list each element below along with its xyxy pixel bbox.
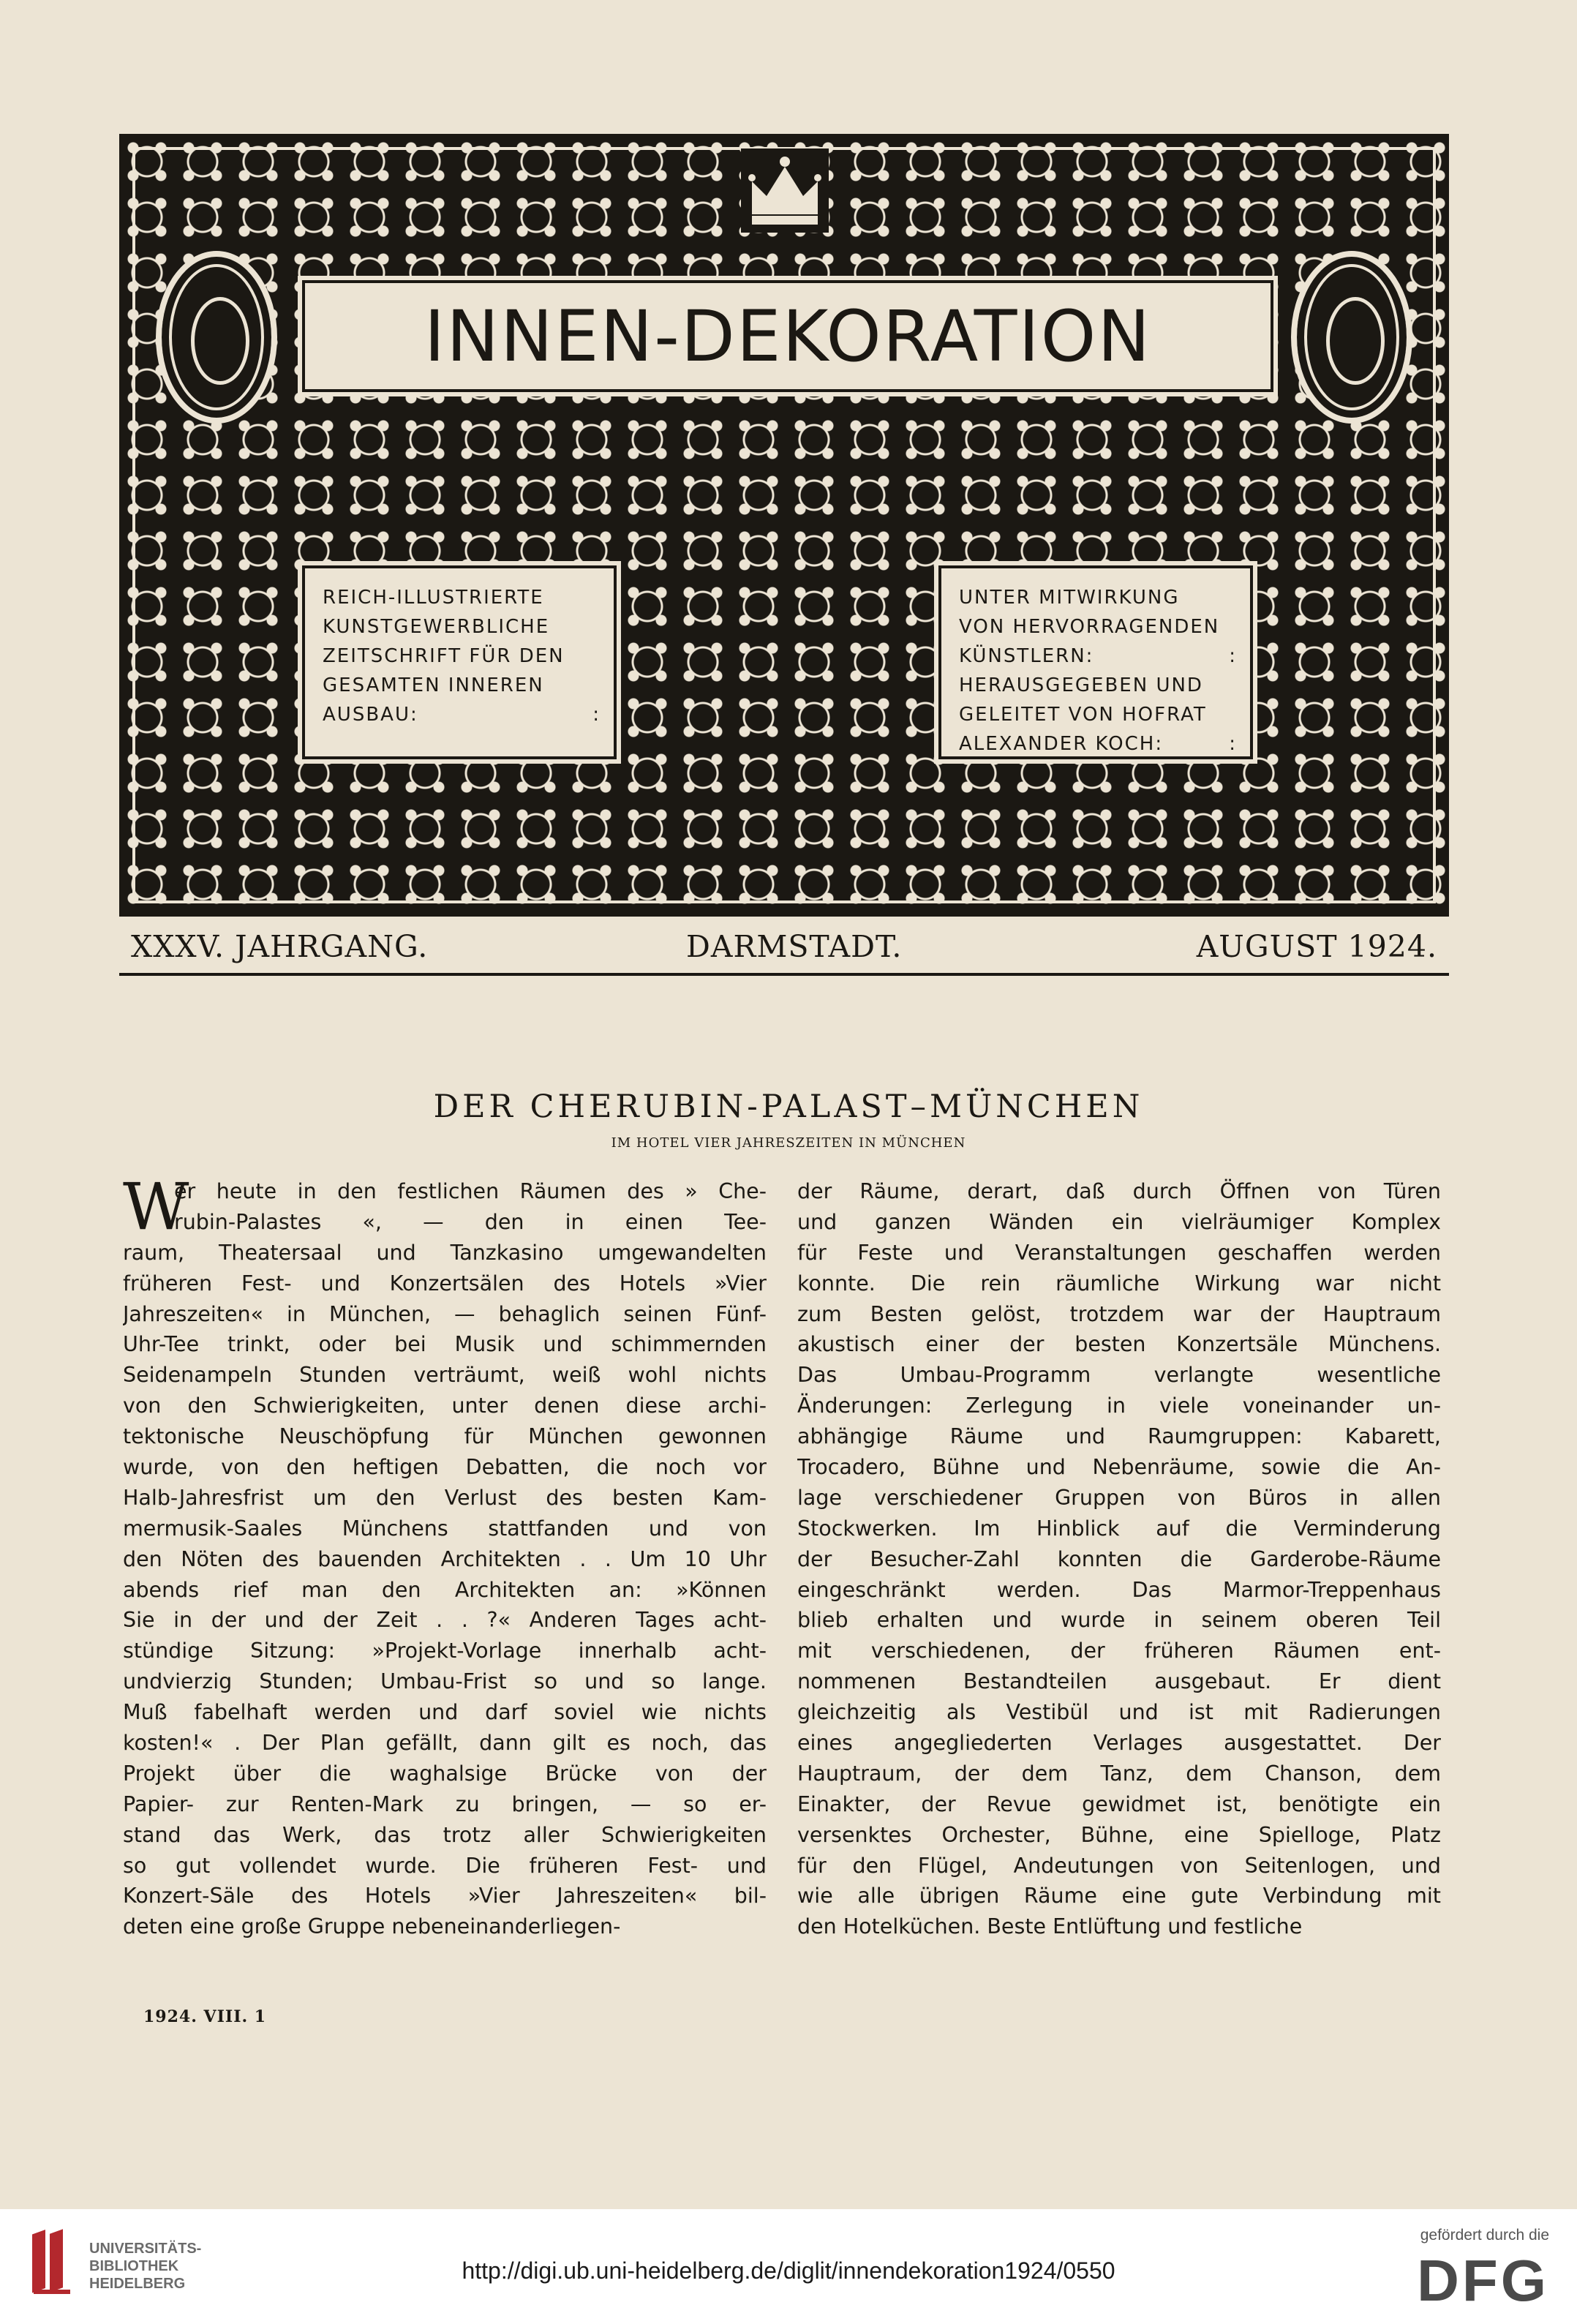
text-line: er heute in den festlichen Räumen des » Che- xyxy=(174,1179,767,1203)
masthead-info-text: GELEITET VON HOFRAT xyxy=(959,704,1207,726)
library-name-line: UNIVERSITÄTS- xyxy=(89,2241,202,2257)
text-line: wurde, von den heftigen Debatten, die noch vor xyxy=(123,1455,767,1480)
masthead-info-line xyxy=(959,671,1237,700)
masthead-info-text: AUSBAU: xyxy=(323,704,418,726)
text-column-left xyxy=(123,1176,767,1974)
title-panel xyxy=(302,280,1273,392)
text-line: Sie in der und der Zeit . . ?« Anderen Tages acht- xyxy=(123,1608,767,1633)
dfg-logo: DFG xyxy=(1417,2248,1549,2313)
masthead-border xyxy=(132,147,1436,903)
text-line: tektonische Neuschöpfung für München gewonnen xyxy=(123,1424,767,1449)
text-line: zum Besten gelöst, trotzdem war der Hauptraum xyxy=(797,1301,1441,1326)
text-line: mit verschiedenen, der früheren Räumen ent- xyxy=(797,1639,1441,1663)
subtitle-panel-right xyxy=(938,565,1253,759)
masthead-info-text: KUNSTGEWERBLICHE xyxy=(323,616,550,638)
masthead-info-text: ZEITSCHRIFT FÜR DEN xyxy=(323,645,565,667)
text-line: der Räume, derart, daß durch Öffnen von Türen xyxy=(797,1179,1441,1203)
text-line: Muß fabelhaft werden und darf soviel wie nichts xyxy=(123,1700,767,1725)
text-line: rubin-Palastes «, — den in einen Tee- xyxy=(174,1209,767,1234)
text-line: für den Flügel, Andeutungen von Seitenlogen, und xyxy=(797,1853,1441,1878)
text-line: mermusik-Saales Münchens stattfanden und von xyxy=(123,1516,767,1541)
text-line: undvierzig Stunden; Umbau-Frist so und so lange. xyxy=(123,1669,767,1694)
masthead-info-line xyxy=(323,612,601,642)
masthead-info-text: REICH-ILLUSTRIERTE xyxy=(323,587,544,609)
issue-bar xyxy=(119,922,1449,976)
left-medallion-icon xyxy=(156,251,277,424)
text-line: abends rief man den Architekten an: »Können xyxy=(123,1577,767,1602)
ornamental-masthead xyxy=(119,134,1449,917)
masthead-info-line xyxy=(323,642,601,671)
text-line: eingeschränkt werden. Das Marmor-Treppenhaus xyxy=(797,1577,1441,1602)
right-medallion-icon xyxy=(1291,251,1412,424)
text-line: von den Schwierigkeiten, unter denen diese archi- xyxy=(123,1394,767,1418)
article-title: DER CHERUBIN-PALAST–MÜNCHEN xyxy=(433,1088,1144,1125)
text-line: Halb-Jahresfrist um den Verlust des besten Kam- xyxy=(123,1485,767,1510)
text-line: deten eine große Gruppe nebeneinanderliegen- xyxy=(123,1914,621,1939)
text-line: Papier- zur Renten-Mark zu bringen, — so er- xyxy=(123,1791,767,1816)
library-name-line: HEIDELBERG xyxy=(89,2276,186,2292)
masthead-info-mark: : xyxy=(1229,645,1237,667)
text-line: so gut vollendet wurde. Die früheren Fest- und xyxy=(123,1853,767,1878)
issue-place: DARMSTADT. xyxy=(686,929,903,964)
text-line: Stockwerken. Im Hinblick auf die Verminderung xyxy=(797,1516,1441,1541)
text-line: akustisch einer der besten Konzertsäle Münchens. xyxy=(797,1332,1441,1357)
issue-date: AUGUST 1924. xyxy=(1196,929,1437,964)
masthead-info-line xyxy=(959,612,1237,642)
text-line: Änderungen: Zerlegung in viele voneinander un- xyxy=(797,1394,1441,1418)
masthead-info-line xyxy=(323,671,601,700)
text-line: Uhr-Tee trinkt, oder bei Musik und schimmernden xyxy=(123,1332,767,1357)
text-line: raum, Theatersaal und Tanzkasino umgewandelten xyxy=(123,1240,767,1265)
masthead-info-line xyxy=(323,700,601,729)
masthead-info-line xyxy=(323,583,601,612)
text-line: Konzert-Säle des Hotels »Vier Jahreszeiten« bil- xyxy=(123,1884,767,1909)
masthead-info-line xyxy=(959,583,1237,612)
library-name-line: BIBLIOTHEK xyxy=(89,2258,179,2274)
masthead-info-mark: : xyxy=(1229,733,1237,755)
page-signature: 1924. VIII. 1 xyxy=(143,2007,267,2026)
masthead-info-line xyxy=(959,700,1237,729)
masthead-info-mark: : xyxy=(592,704,601,726)
subtitle-panel-left xyxy=(302,565,617,759)
text-line: stand das Werk, das trotz aller Schwierigkeiten xyxy=(123,1822,767,1847)
dfg-caption: gefördert durch die xyxy=(1420,2227,1549,2244)
drop-cap: W xyxy=(123,1176,189,1244)
text-line: versenktes Orchester, Bühne, eine Spielloge, Platz xyxy=(797,1822,1441,1847)
crown-icon xyxy=(741,148,829,233)
masthead-info-text: ALEXANDER KOCH: xyxy=(959,733,1164,755)
text-line: lage verschiedener Gruppen von Büros in allen xyxy=(797,1485,1441,1510)
text-column-right xyxy=(797,1176,1441,1974)
text-line: und ganzen Wänden ein vielräumiger Komplex xyxy=(797,1209,1441,1234)
masthead-info-text: GESAMTEN INNEREN xyxy=(323,674,544,696)
text-line: Jahreszeiten« in München, — behaglich seinen Fünf- xyxy=(123,1301,767,1326)
masthead-info-line xyxy=(959,729,1237,759)
text-line: Seidenampeln Stunden verträumt, weiß wohl nichts xyxy=(123,1363,767,1388)
text-line: Einakter, der Revue gewidmet ist, benötigte ein xyxy=(797,1791,1441,1816)
text-line: den Nöten des bauenden Architekten . . Um 10 Uhr xyxy=(123,1546,767,1571)
text-line: den Hotelküchen. Beste Entlüftung und festliche xyxy=(797,1914,1303,1939)
masthead-info-text: UNTER MITWIRKUNG xyxy=(959,587,1180,609)
masthead-info-text: HERAUSGEGEBEN UND xyxy=(959,674,1203,696)
journal-title: INNEN-DEKORATION xyxy=(424,295,1152,377)
article-subtitle: IM HOTEL VIER JAHRESZEITEN IN MÜNCHEN xyxy=(611,1135,966,1151)
text-line: konnte. Die rein räumliche Wirkung war nicht xyxy=(797,1271,1441,1296)
text-line: blieb erhalten und wurde in seinem oberen Teil xyxy=(797,1608,1441,1633)
text-line: für Feste und Veranstaltungen geschaffen werden xyxy=(797,1240,1441,1265)
library-footer xyxy=(0,2209,1577,2324)
text-line: abhängige Räume und Raumgruppen: Kabarett, xyxy=(797,1424,1441,1449)
masthead-info-text: KÜNSTLERN: xyxy=(959,645,1094,667)
masthead-info-text: VON HERVORRAGENDEN xyxy=(959,616,1220,638)
text-line: der Besucher-Zahl konnten die Garderobe-Räume xyxy=(797,1546,1441,1571)
text-line: gleichzeitig als Vestibül und ist mit Radierungen xyxy=(797,1700,1441,1725)
text-line: kosten!« . Der Plan gefällt, dann gilt es noch, das xyxy=(123,1731,767,1756)
text-line: wie alle übrigen Räume eine gute Verbindung mit xyxy=(797,1884,1441,1909)
text-line: Das Umbau-Programm verlangte wesentliche xyxy=(797,1363,1441,1388)
text-line: eines angegliederten Verlages ausgestattet. Der xyxy=(797,1731,1441,1756)
text-line: Projekt über die waghalsige Brücke von der xyxy=(123,1761,767,1786)
text-line: Trocadero, Bühne und Nebenräume, sowie die An- xyxy=(797,1455,1441,1480)
text-line: früheren Fest- und Konzertsälen des Hotels »Vier xyxy=(123,1271,767,1296)
text-line: stündige Sitzung: »Projekt-Vorlage innerhalb acht- xyxy=(123,1639,767,1663)
text-line: Hauptraum, der dem Tanz, dem Chanson, dem xyxy=(797,1761,1441,1786)
source-url-link[interactable]: http://digi.ub.uni-heidelberg.de/diglit/innendekoration1924/0550 xyxy=(462,2257,1115,2284)
issue-volume: XXXV. JAHRGANG. xyxy=(131,929,429,964)
masthead-info-line xyxy=(959,642,1237,671)
text-line: nommenen Bestandteilen ausgebaut. Er dient xyxy=(797,1669,1441,1694)
